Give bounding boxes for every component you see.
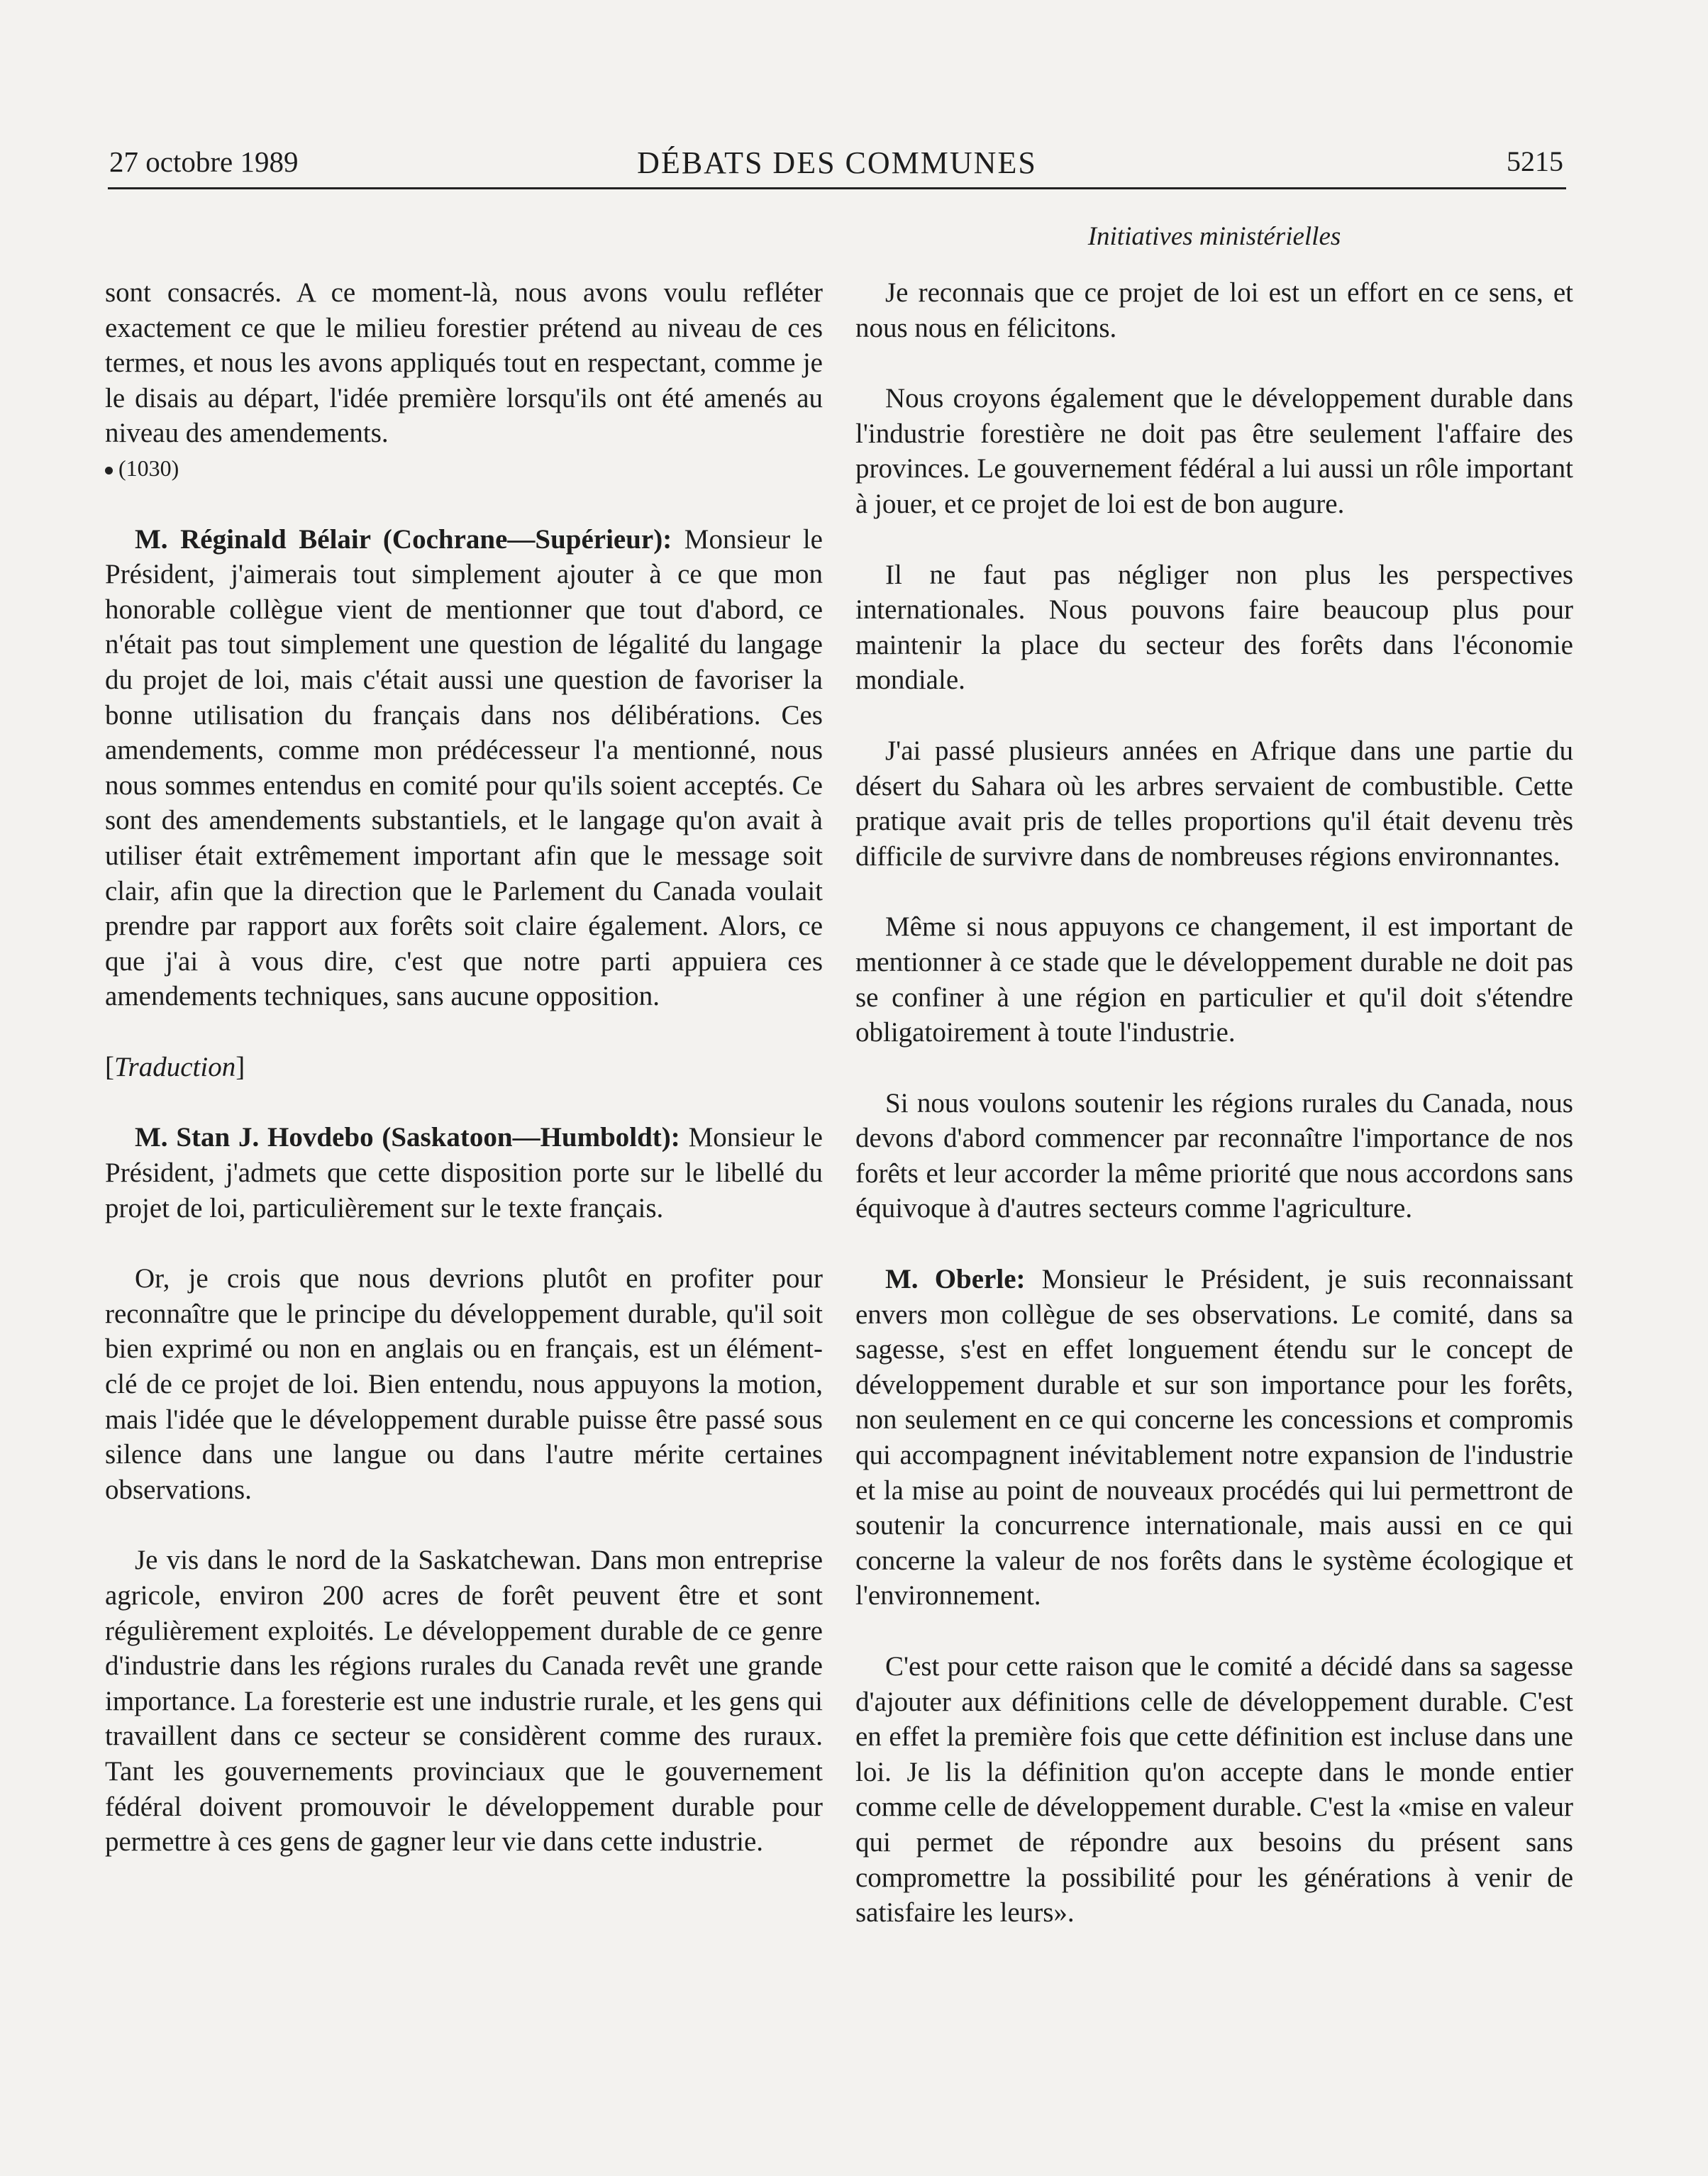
- bullet-icon: [105, 467, 113, 474]
- speech-paragraph: [855, 1262, 1573, 1614]
- paragraph: Or, je crois que nous devrions plutôt en profiter pour reconnaître que le principe du développement durable, qu'il soit bien exprimé ou non en anglais ou en français, est un élément-clé de ce projet de loi. Bien entendu, nous appuyons la motion, mais l'idée que le développement durable puisse être passé sous silence dans une langue ou dans l'autre mérite certaines observations.: [105, 1263, 823, 1505]
- paragraph: Je vis dans le nord de la Saskatchewan. Dans mon entreprise agricole, environ 200 acres de forêt peuvent être et sont régulièrement exploités. Le développement durable de ce genre d'industrie dans les régions rurales du Canada revêt une grande importance. La foresterie est une industrie rurale, et les gens qui travaillent dans ce secteur se considèrent comme des ruraux. Tant les gouvernements provinciaux que le gouvernement fédéral doivent promouvoir le développement durable pour permettre à ces gens de gagner leur vie dans cette industrie.: [105, 1545, 823, 1858]
- bracket-open: [: [105, 1051, 114, 1082]
- paragraph: Je reconnais que ce projet de loi est un effort en ce sens, et nous nous en félicitons.: [855, 277, 1573, 343]
- traduction-note: [105, 1050, 823, 1085]
- traduction-label: Traduction: [114, 1051, 236, 1082]
- speech-paragraph: [105, 1120, 823, 1226]
- time-marker: [105, 451, 823, 487]
- speech-text: Monsieur le Président, je suis reconnaissant envers mon collègue de ses observations. Le comité, dans sa sagesse, s'est en effet longuement étendu sur le concept de développement durable et sur son importance pour les forêts, non seulement en ce qui concerne les concessions et compromis qui accompagnent inévitablement notre expansion de l'industrie et la mise au point de nouveaux procédés qui lui permettront de soutenir la concurrence internationale, mais aussi en ce qui concerne la valeur de nos forêts dans le système écologique et l'environnement.: [855, 1264, 1574, 1611]
- paragraph: Même si nous appuyons ce changement, il est important de mentionner à ce stade que le développement durable ne doit pas se confiner à une région en particulier et qu'il doit s'étendre obligatoirement à toute l'industrie.: [855, 911, 1573, 1048]
- left-column: [105, 275, 823, 1895]
- time-marker-text: (1030): [118, 455, 179, 481]
- header-date: 27 octobre 1989: [109, 145, 299, 178]
- paragraph: Nous croyons également que le développement durable dans l'industrie forestière ne doit pas être seulement l'affaire des provinces. Le gouvernement fédéral a lui aussi un rôle important à jouer, et ce projet de loi est de bon augure.: [855, 383, 1573, 519]
- section-label: Initiatives ministérielles: [1087, 222, 1341, 251]
- speaker-name: M. Réginald Bélair (Cochrane—Supérieur):: [135, 523, 672, 555]
- speech-paragraph: [105, 522, 823, 1014]
- paragraph: C'est pour cette raison que le comité a décidé dans sa sagesse d'ajouter aux définitions celle de développement durable. C'est en effet la première fois que cette définition est incluse dans une loi. Je lis la définition qu'on accepte dans le monde entier comme celle de développement durable. C'est la «mise en valeur qui permet de répondre aux besoins du présent sans compromettre la possibilité pour les générations à venir de satisfaire les leurs».: [855, 1651, 1573, 1928]
- right-column: [855, 275, 1573, 1966]
- speech-text: Monsieur le Président, j'aimerais tout simplement ajouter à ce que mon honorable collègue vient de mentionner que tout d'abord, ce n'était pas tout simplement une question de légalité du langage du projet de loi, mais c'était aussi une question de favoriser la bonne utilisation du français dans nos délibérations. Ces amendements, comme mon prédécesseur l'a mentionné, nous nous sommes entendus en comité pour qu'ils soient acceptés. Ce sont des amendements substantiels, et le langage qu'on avait à utiliser était extrêmement important afin que le message soit clair, afin que la direction que le Parlement du Canada voulait prendre par rapport aux forêts soit claire également. Alors, ce que j'ai à vous dire, c'est que notre parti appuiera ces amendements techniques, sans aucune opposition.: [105, 523, 823, 1012]
- paragraph: sont consacrés. A ce moment-là, nous avons voulu refléter exactement ce que le milieu forestier prétend au niveau de ces termes, et nous les avons appliqués tout en respectant, comme je le disais au départ, l'idée première lorsqu'ils ont été amenés au niveau des amendements.: [105, 277, 823, 449]
- header-page-number: 5215: [1507, 145, 1563, 177]
- paragraph: Il ne faut pas négliger non plus les perspectives internationales. Nous pouvons faire beaucoup plus pour maintenir la place du secteur des forêts dans l'économie mondiale.: [855, 559, 1573, 696]
- paragraph: J'ai passé plusieurs années en Afrique dans une partie du désert du Sahara où les arbres servaient de combustible. Cette pratique avait pris de telles proportions qu'il était devenu très difficile de survivre dans de nombreuses régions environnantes.: [855, 735, 1573, 872]
- speech-text: Monsieur le Président, j'admets que cette disposition porte sur le libellé du projet de loi, particulièrement sur le texte français.: [105, 1122, 823, 1223]
- paragraph: Si nous voulons soutenir les régions rurales du Canada, nous devons d'abord commencer par reconnaître l'importance de nos forêts et leur accorder la même priorité que nous accordons sans équivoque à d'autres secteurs comme l'agriculture.: [855, 1087, 1573, 1224]
- speaker-name: M. Oberle:: [885, 1264, 1026, 1295]
- header-title: DÉBATS DES COMMUNES: [637, 145, 1037, 180]
- speaker-name: M. Stan J. Hovdebo (Saskatoon—Humboldt):: [135, 1122, 680, 1153]
- bracket-close: ]: [235, 1051, 245, 1082]
- page-header: [108, 140, 1566, 189]
